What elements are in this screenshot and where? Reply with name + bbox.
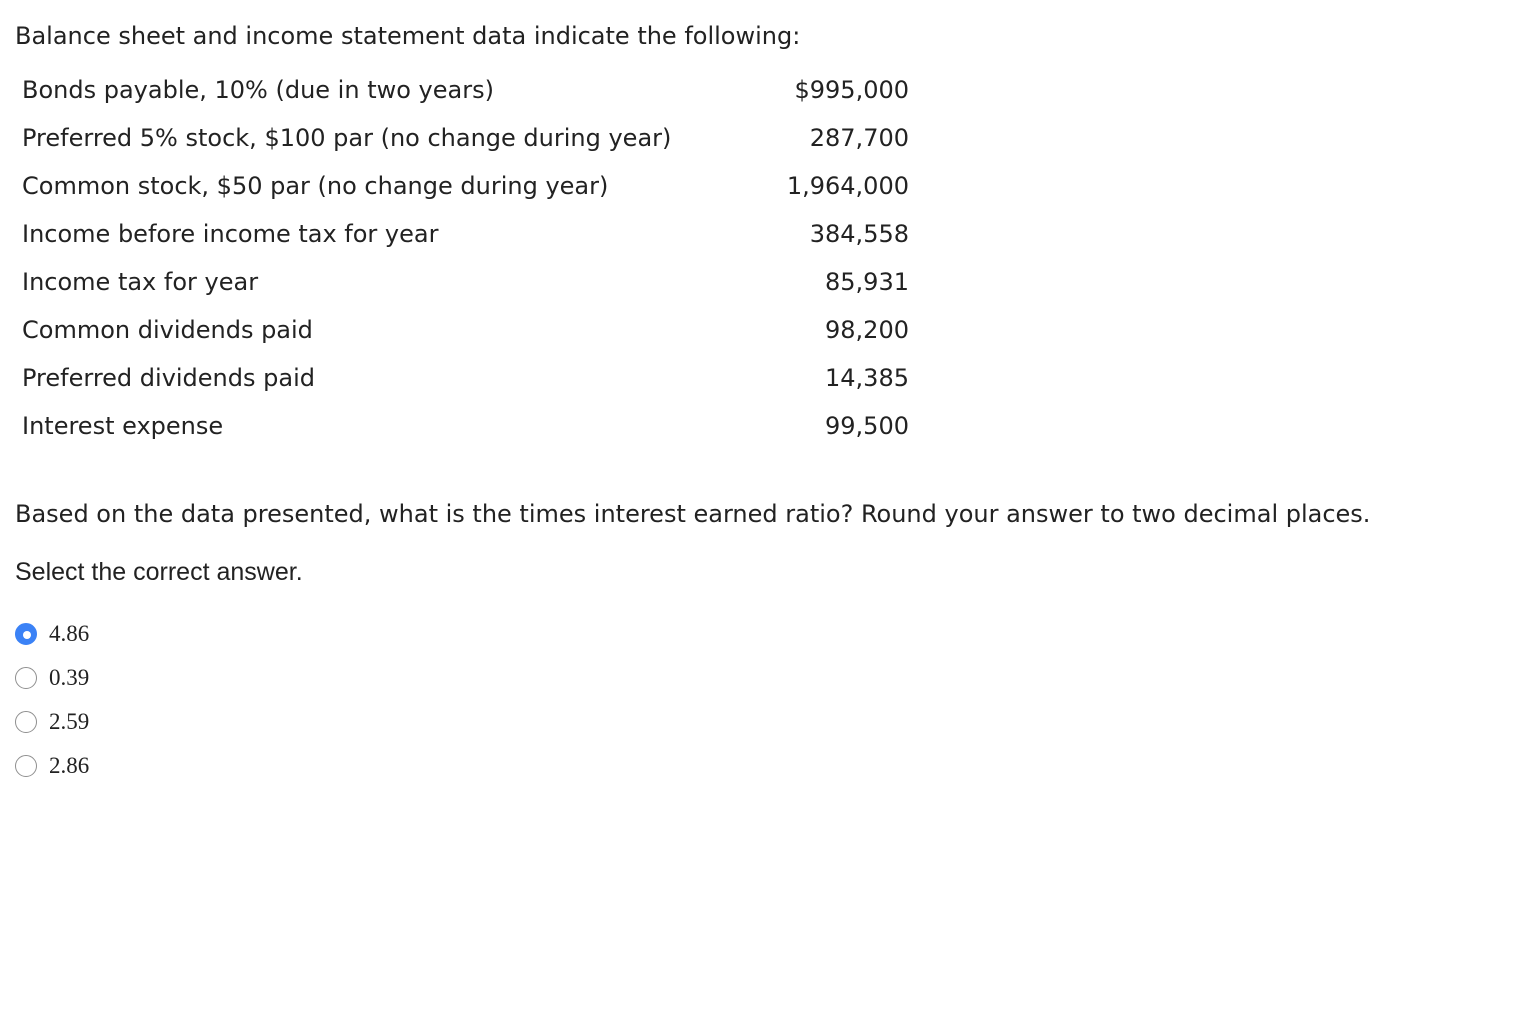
financial-data-table — [16, 66, 909, 450]
radio-button[interactable] — [15, 667, 37, 689]
row-amount: 14,385 — [825, 364, 909, 392]
radio-button[interactable] — [15, 755, 37, 777]
answer-option-3[interactable] — [15, 700, 89, 744]
table-row — [16, 402, 909, 450]
table-row — [16, 354, 909, 402]
table-row — [16, 258, 909, 306]
answer-options — [15, 612, 89, 788]
row-label: Bonds payable, 10% (due in two years) — [22, 76, 494, 104]
row-label: Interest expense — [22, 412, 224, 440]
option-label: 0.39 — [49, 665, 90, 690]
instruction-text: Select the correct answer. — [15, 558, 303, 586]
question-text: Based on the data presented, what is the times interest earned ratio? Round your answer to two decimal places. — [15, 500, 1371, 528]
row-label: Preferred 5% stock, $100 par (no change during year) — [22, 124, 672, 152]
option-label: 2.59 — [49, 709, 90, 734]
intro-text: Balance sheet and income statement data indicate the following: — [15, 22, 801, 50]
table-row — [16, 66, 909, 114]
answer-option-4[interactable] — [15, 744, 89, 788]
option-label: 2.86 — [49, 753, 90, 778]
row-amount: 99,500 — [825, 412, 909, 440]
answer-option-2[interactable] — [15, 656, 89, 700]
row-amount: 1,964,000 — [786, 172, 909, 200]
row-amount: 287,700 — [809, 124, 909, 152]
row-label: Income tax for year — [22, 268, 259, 296]
table-row — [16, 306, 909, 354]
answer-option-1[interactable] — [15, 612, 89, 656]
row-label: Common stock, $50 par (no change during year) — [22, 172, 609, 200]
option-label: 4.86 — [49, 621, 90, 646]
row-amount: $995,000 — [794, 76, 909, 104]
radio-button[interactable] — [15, 711, 37, 733]
row-amount: 384,558 — [809, 220, 909, 248]
table-row — [16, 210, 909, 258]
table-row — [16, 162, 909, 210]
radio-button[interactable] — [15, 623, 37, 645]
row-amount: 85,931 — [825, 268, 909, 296]
table-row — [16, 114, 909, 162]
row-label: Preferred dividends paid — [22, 364, 315, 392]
row-amount: 98,200 — [825, 316, 909, 344]
row-label: Common dividends paid — [22, 316, 313, 344]
row-label: Income before income tax for year — [22, 220, 439, 248]
